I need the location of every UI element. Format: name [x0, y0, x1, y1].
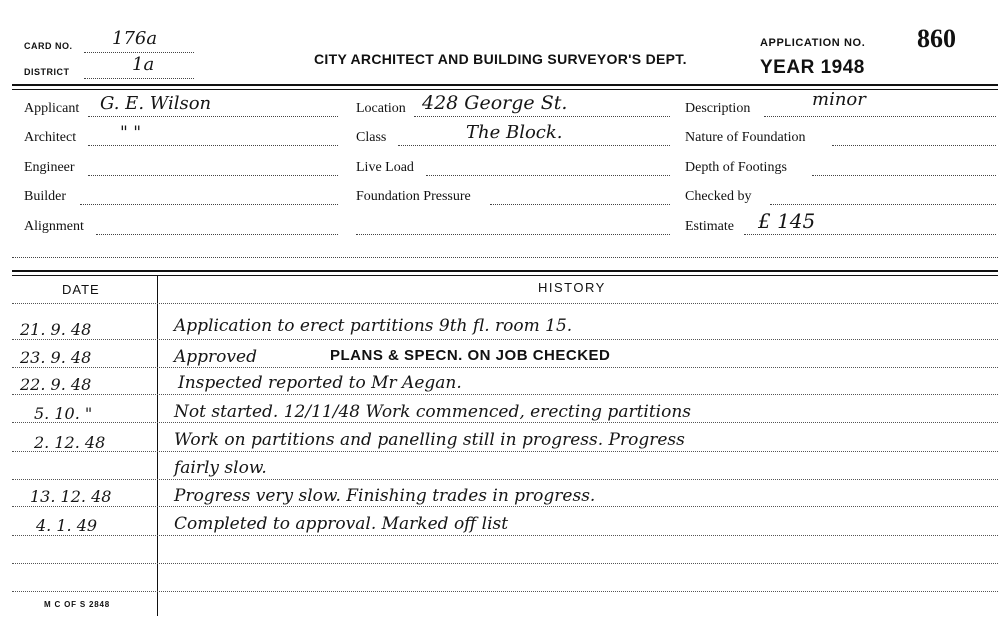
- description-underline: [764, 116, 996, 117]
- applicant-underline: [88, 116, 338, 117]
- history-line: [12, 367, 998, 368]
- card-no-label: CARD NO.: [24, 41, 73, 51]
- nature-of-foundation-label: Nature of Foundation: [685, 130, 806, 145]
- description-label: Description: [685, 101, 751, 116]
- history-top-rule-thin: [12, 275, 998, 276]
- history-line: [12, 506, 998, 507]
- estimate-value: £ 145: [758, 209, 816, 233]
- fields-bottom-dotted: [12, 257, 998, 258]
- architect-label: Architect: [24, 130, 77, 145]
- engineer-label: Engineer: [24, 160, 75, 175]
- location-underline: [414, 116, 670, 117]
- application-no-value: 860: [917, 24, 956, 53]
- history-row-date: 5. 10. ": [34, 404, 93, 423]
- history-line: [12, 563, 998, 564]
- history-row-text: fairly slow.: [174, 458, 267, 478]
- application-no-label: APPLICATION NO.: [760, 37, 866, 49]
- history-line: [12, 394, 998, 395]
- description-value: minor: [812, 89, 866, 110]
- class-underline: [398, 145, 670, 146]
- history-line: [12, 451, 998, 452]
- alignment-label: Alignment: [24, 219, 84, 234]
- history-line: [12, 591, 998, 592]
- history-row-date: 13. 12. 48: [30, 487, 112, 506]
- checked-underline: [770, 204, 996, 205]
- live-load-underline: [426, 175, 670, 176]
- history-top-rule: [12, 270, 998, 272]
- history-row-text: Inspected reported to Mr Aegan.: [178, 373, 462, 393]
- top-rule: [12, 84, 998, 86]
- architect-underline: [88, 145, 338, 146]
- architect-value: " ": [120, 123, 142, 143]
- history-line: [12, 535, 998, 536]
- history-row-text: Progress very slow. Finishing trades in progress.: [174, 486, 596, 506]
- history-row-date: 4. 1. 49: [36, 516, 98, 535]
- foundation-pressure-label: Foundation Pressure: [356, 189, 471, 204]
- card-no-value: 176a: [112, 28, 158, 49]
- estimate-underline: [744, 234, 996, 235]
- nature-underline: [832, 145, 996, 146]
- history-header: HISTORY: [538, 280, 606, 295]
- history-row-text: Completed to approval. Marked off list: [174, 514, 509, 534]
- date-column-divider: [157, 276, 158, 616]
- history-row-text: Approved: [174, 347, 257, 367]
- history-line: [12, 479, 998, 480]
- location-value: 428 George St.: [422, 92, 568, 114]
- live-load-label: Live Load: [356, 160, 414, 175]
- alignment-underline: [96, 234, 338, 235]
- depth-of-footings-label: Depth of Footings: [685, 160, 787, 175]
- form-code: M C OF S 2848: [44, 600, 110, 609]
- estimate-label: Estimate: [685, 219, 734, 234]
- location-label: Location: [356, 101, 406, 116]
- department-title: CITY ARCHITECT AND BUILDING SURVEYOR'S DEPT.: [314, 51, 687, 67]
- district-value: 1a: [132, 54, 155, 75]
- history-row-date: 21. 9. 48: [20, 320, 92, 339]
- history-row-date: 2. 12. 48: [34, 433, 106, 452]
- history-row-text: Application to erect partitions 9th fl. room 15.: [174, 316, 573, 336]
- foundation-pressure-underline: [490, 204, 670, 205]
- col2-blank-underline: [356, 234, 670, 235]
- applicant-value: G. E. Wilson: [100, 93, 212, 114]
- approval-stamp: PLANS & SPECN. ON JOB CHECKED: [330, 347, 611, 364]
- history-line: [12, 422, 998, 423]
- card-no-underline: [84, 52, 194, 53]
- district-label: DISTRICT: [24, 67, 70, 77]
- engineer-underline: [88, 175, 338, 176]
- builder-label: Builder: [24, 189, 66, 204]
- class-label: Class: [356, 130, 387, 145]
- history-row-text: Work on partitions and panelling still in progress. Progress: [174, 430, 685, 450]
- class-value: The Block.: [466, 122, 563, 143]
- checked-by-label: Checked by: [685, 189, 752, 204]
- builder-underline: [80, 204, 338, 205]
- history-header-line: [12, 303, 998, 304]
- history-row-date: 22. 9. 48: [20, 375, 92, 394]
- date-header: DATE: [62, 282, 100, 297]
- district-underline: [84, 78, 194, 79]
- history-line: [12, 339, 998, 340]
- history-row-text: Not started. 12/11/48 Work commenced, erecting partitions: [174, 402, 692, 422]
- depth-underline: [812, 175, 996, 176]
- history-row-date: 23. 9. 48: [20, 348, 92, 367]
- applicant-label: Applicant: [24, 101, 80, 116]
- year-label: YEAR 1948: [760, 57, 865, 78]
